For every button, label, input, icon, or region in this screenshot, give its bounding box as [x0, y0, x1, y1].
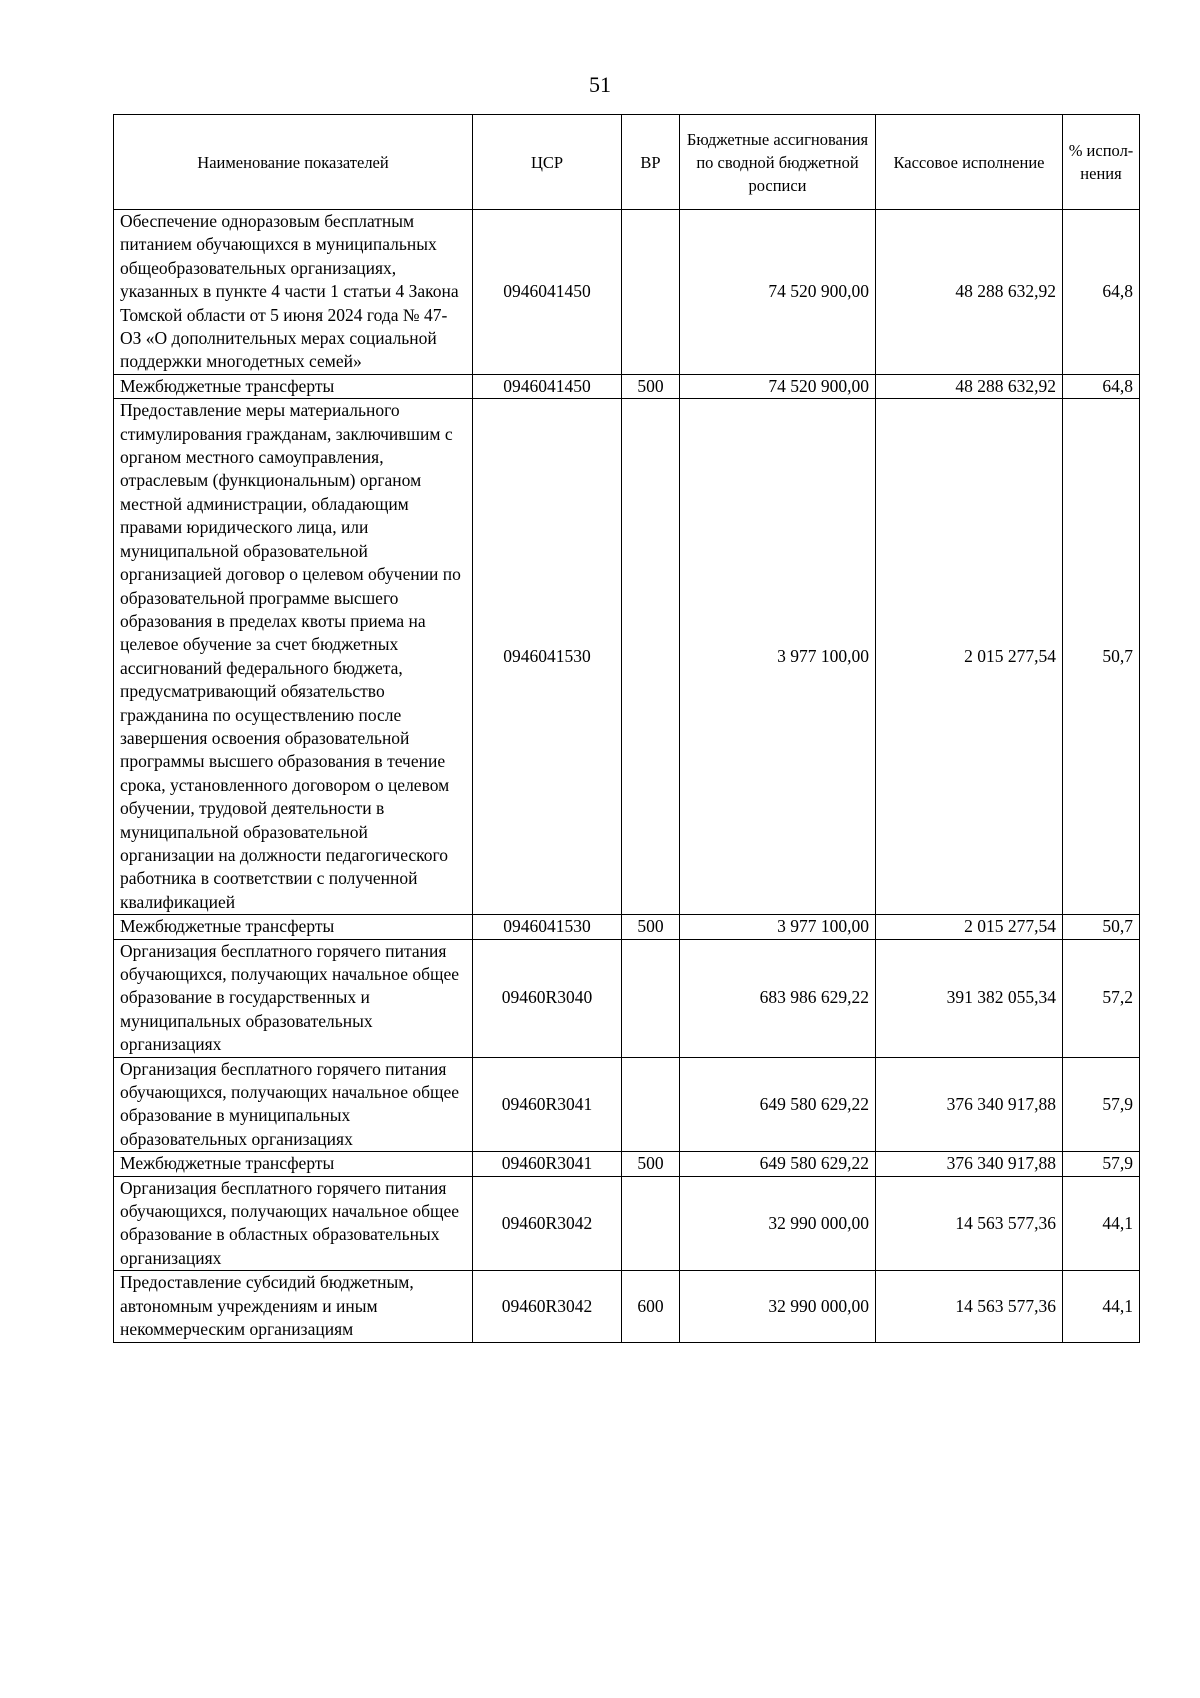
header-indicator-name: Наименование показателей [114, 115, 473, 210]
cell-budget: 74 520 900,00 [680, 210, 876, 375]
cell-cash: 376 340 917,88 [876, 1057, 1063, 1152]
cell-budget: 32 990 000,00 [680, 1271, 876, 1342]
table-row [114, 1152, 1140, 1176]
cell-name: Межбюджетные трансферты [114, 1152, 473, 1176]
cell-name: Обеспечение одноразовым бесплатным питанием обучающихся в муниципальных общеобразовательных организациях, указанных в пункте 4 части 1 статьи 4 Закона Томской области от 5 июня 2024 года № 47-ОЗ «О дополнительных мерах социальной поддержки многодетных семей» [114, 210, 473, 375]
cell-csr: 09460R3042 [473, 1271, 622, 1342]
cell-pct: 44,1 [1063, 1271, 1140, 1342]
table-row [114, 1176, 1140, 1271]
cell-budget: 683 986 629,22 [680, 939, 876, 1057]
cell-csr: 09460R3042 [473, 1176, 622, 1271]
header-vr: ВР [622, 115, 680, 210]
cell-budget: 3 977 100,00 [680, 915, 876, 939]
cell-vr [622, 939, 680, 1057]
cell-cash: 48 288 632,92 [876, 210, 1063, 375]
cell-budget: 649 580 629,22 [680, 1057, 876, 1152]
header-execution-percent: % испол-нения [1063, 115, 1140, 210]
cell-vr: 500 [622, 915, 680, 939]
cell-pct: 57,9 [1063, 1057, 1140, 1152]
table-row [114, 1271, 1140, 1342]
table-header-row [114, 115, 1140, 210]
cell-cash: 2 015 277,54 [876, 399, 1063, 915]
table-row [114, 210, 1140, 375]
cell-name: Межбюджетные трансферты [114, 374, 473, 398]
cell-budget: 3 977 100,00 [680, 399, 876, 915]
cell-name: Организация бесплатного горячего питания обучающихся, получающих начальное общее образование в государственных и муниципальных образовательных организациях [114, 939, 473, 1057]
cell-vr: 500 [622, 374, 680, 398]
page-number: 51 [589, 72, 611, 97]
header-csr: ЦСР [473, 115, 622, 210]
cell-name: Предоставление меры материального стимулирования гражданам, заключившим с органом местного самоуправления, отраслевым (функциональным) органом местной администрации, обладающим правами юридического лица, или муниципальной образовательной организацией договор о целевом обучении по образовательной программе высшего образования в пределах квоты приема на целевое обучение за счет бюджетных ассигнований федерального бюджета, предусматривающий обязательство гражданина по осуществлению после завершения освоения образовательной программы высшего образования в течение срока, установленного договором о целевом обучении, трудовой деятельности в муниципальной образовательной организации на должности педагогического работника в соответствии с полученной квалификацией [114, 399, 473, 915]
cell-budget: 32 990 000,00 [680, 1176, 876, 1271]
cell-name: Предоставление субсидий бюджетным, автономным учреждениям и иным некоммерческим организациям [114, 1271, 473, 1342]
table-row [114, 399, 1140, 915]
cell-cash: 48 288 632,92 [876, 374, 1063, 398]
cell-csr: 0946041450 [473, 210, 622, 375]
cell-csr: 09460R3040 [473, 939, 622, 1057]
cell-csr: 09460R3041 [473, 1152, 622, 1176]
cell-name: Межбюджетные трансферты [114, 915, 473, 939]
cell-pct: 50,7 [1063, 915, 1140, 939]
budget-execution-table [113, 114, 1140, 1343]
cell-budget: 74 520 900,00 [680, 374, 876, 398]
cell-csr: 0946041530 [473, 915, 622, 939]
table-row [114, 374, 1140, 398]
cell-cash: 14 563 577,36 [876, 1176, 1063, 1271]
cell-vr [622, 399, 680, 915]
cell-vr [622, 1057, 680, 1152]
table-row [114, 915, 1140, 939]
cell-vr: 600 [622, 1271, 680, 1342]
cell-vr [622, 210, 680, 375]
cell-csr: 09460R3041 [473, 1057, 622, 1152]
cell-csr: 0946041450 [473, 374, 622, 398]
cell-pct: 64,8 [1063, 374, 1140, 398]
cell-name: Организация бесплатного горячего питания обучающихся, получающих начальное общее образование в областных образовательных организациях [114, 1176, 473, 1271]
table-body [114, 210, 1140, 1343]
header-cash-execution: Кассовое исполнение [876, 115, 1063, 210]
cell-pct: 50,7 [1063, 399, 1140, 915]
cell-cash: 2 015 277,54 [876, 915, 1063, 939]
cell-vr: 500 [622, 1152, 680, 1176]
cell-cash: 376 340 917,88 [876, 1152, 1063, 1176]
cell-vr [622, 1176, 680, 1271]
cell-name: Организация бесплатного горячего питания обучающихся, получающих начальное общее образование в муниципальных образовательных организациях [114, 1057, 473, 1152]
cell-pct: 64,8 [1063, 210, 1140, 375]
cell-pct: 57,2 [1063, 939, 1140, 1057]
table-row [114, 1057, 1140, 1152]
cell-budget: 649 580 629,22 [680, 1152, 876, 1176]
cell-pct: 44,1 [1063, 1176, 1140, 1271]
cell-cash: 14 563 577,36 [876, 1271, 1063, 1342]
table-row [114, 939, 1140, 1057]
cell-cash: 391 382 055,34 [876, 939, 1063, 1057]
header-budget-allocations: Бюджетные ассигнования по сводной бюджетной росписи [680, 115, 876, 210]
cell-pct: 57,9 [1063, 1152, 1140, 1176]
cell-csr: 0946041530 [473, 399, 622, 915]
